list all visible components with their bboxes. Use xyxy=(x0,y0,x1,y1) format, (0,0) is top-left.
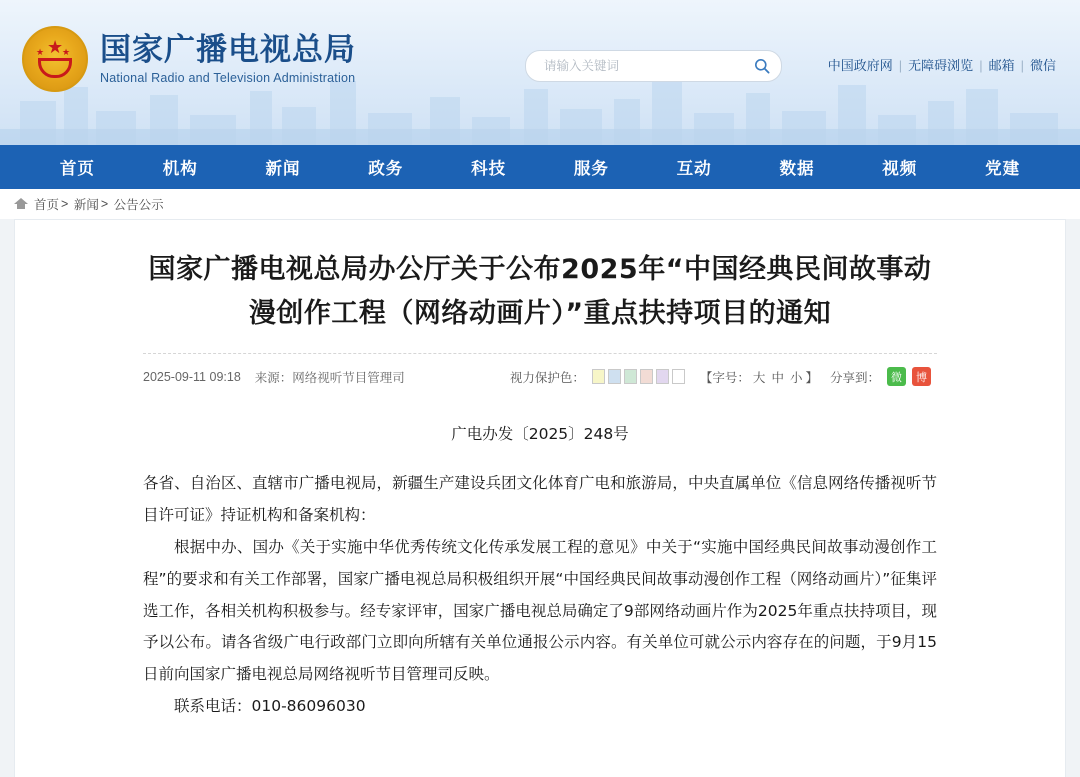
font-size-large[interactable]: 大 xyxy=(752,370,766,385)
nav-item-video[interactable]: 视频 xyxy=(882,159,918,178)
site-logo[interactable] xyxy=(22,26,356,92)
article-paragraph-main: 根据中办、国办《关于实施中华优秀传统文化传承发展工程的意见》中关于“实施中国经典民间故事动漫创作工程”的要求和有关工作部署，国家广播电视总局积极组织开展“中国经典民间故事动漫创作工程（网络动画片）”征集评选工作，各相关机构积极参与。经专家评审，国家广播电视总局确定了9部网络动画片作为2025年重点扶持项目，现予以公布。请各省级广电行政部门立即向所辖有关单位通报公示内容。有关单位可就公示内容存在的问题，于9月15日前向国家广播电视总局网络视听节目管理司反映。 xyxy=(143,538,937,684)
font-size-small[interactable]: 小 xyxy=(789,370,803,385)
brand-title-cn: 国家广播电视总局 xyxy=(100,31,356,68)
top-link-gov[interactable]: 中国政府网 xyxy=(827,58,893,73)
article-meta-bar xyxy=(143,353,937,386)
nav-item-services[interactable]: 服务 xyxy=(573,159,609,178)
share-label: 分享到： xyxy=(829,370,880,385)
font-size-label-end: 】 xyxy=(805,370,818,385)
article-paragraph-recipients: 各省、自治区、直辖市广播电视局，新疆生产建设兵团文化体育广电和旅游局，中央直属单位《信息网络传播视听节目许可证》持证机构和备案机构： xyxy=(143,474,937,525)
nav-item-party-building[interactable]: 党建 xyxy=(985,159,1021,178)
publish-source: 来源：网络视听节目管理司 xyxy=(254,370,405,385)
nav-item-home[interactable]: 首页 xyxy=(59,159,95,178)
link-separator-2: | xyxy=(979,58,983,73)
search-button[interactable] xyxy=(743,52,781,80)
search-icon xyxy=(754,58,770,74)
swatch-yellow[interactable] xyxy=(592,369,605,384)
nav-item-data[interactable]: 数据 xyxy=(779,159,815,178)
breadcrumb-item-news[interactable]: 新闻 xyxy=(73,198,99,212)
nav-item-government-affairs[interactable]: 政务 xyxy=(368,159,404,178)
article-meta-left xyxy=(143,368,405,386)
page-body xyxy=(0,219,1080,777)
home-icon xyxy=(14,198,28,210)
site-header xyxy=(0,0,1080,145)
top-links xyxy=(828,55,1056,74)
weibo-icon[interactable]: 博 xyxy=(912,367,931,386)
swatch-white[interactable] xyxy=(672,369,685,384)
article-meta-right xyxy=(510,367,937,386)
font-size-group xyxy=(700,368,818,386)
eye-protect-label: 视力保护色： xyxy=(509,370,585,385)
font-size-label: 【字号： xyxy=(699,370,750,385)
nav-item-interaction[interactable]: 互动 xyxy=(676,159,712,178)
swatch-purple[interactable] xyxy=(656,369,669,384)
search-box[interactable] xyxy=(525,50,782,82)
breadcrumb-item-announcements[interactable]: 公告公示 xyxy=(113,198,164,212)
page-title: 国家广播电视总局办公厅关于公布2025年“中国经典民间故事动漫创作工程（网络动画片）”重点扶持项目的通知 xyxy=(148,254,932,329)
top-link-accessibility[interactable]: 无障碍浏览 xyxy=(908,58,974,73)
nav-item-news[interactable]: 新闻 xyxy=(265,159,301,178)
breadcrumb xyxy=(0,189,1080,219)
article-container xyxy=(14,219,1066,777)
brand-title-en: National Radio and Television Administration xyxy=(100,71,356,86)
swatch-blue[interactable] xyxy=(608,369,621,384)
eye-protect-swatches xyxy=(592,369,688,384)
main-nav xyxy=(0,145,1080,189)
article-paragraph-contact: 联系电话：010-86096030 xyxy=(174,696,366,715)
publish-date: 2025-09-11 09:18 xyxy=(143,369,241,384)
national-emblem-icon: ★ ★ ★ xyxy=(22,26,88,92)
link-separator-3: | xyxy=(1020,58,1024,73)
breadcrumb-separator-2: > xyxy=(100,197,109,211)
article-body xyxy=(143,468,937,722)
document-number: 广电办发〔2025〕248号 xyxy=(451,425,629,444)
top-link-mail[interactable]: 邮箱 xyxy=(988,58,1015,73)
nav-item-organization[interactable]: 机构 xyxy=(162,159,198,178)
breadcrumb-separator-1: > xyxy=(61,197,69,211)
breadcrumb-item-home[interactable]: 首页 xyxy=(34,198,60,212)
nav-item-technology[interactable]: 科技 xyxy=(471,159,507,178)
swatch-green[interactable] xyxy=(624,369,637,384)
link-separator-1: | xyxy=(898,58,903,73)
wechat-icon[interactable]: 微 xyxy=(887,367,906,386)
top-link-wechat[interactable]: 微信 xyxy=(1029,58,1056,73)
font-size-medium[interactable]: 中 xyxy=(771,370,784,385)
search-input[interactable] xyxy=(526,59,743,73)
swatch-pink[interactable] xyxy=(640,369,653,384)
